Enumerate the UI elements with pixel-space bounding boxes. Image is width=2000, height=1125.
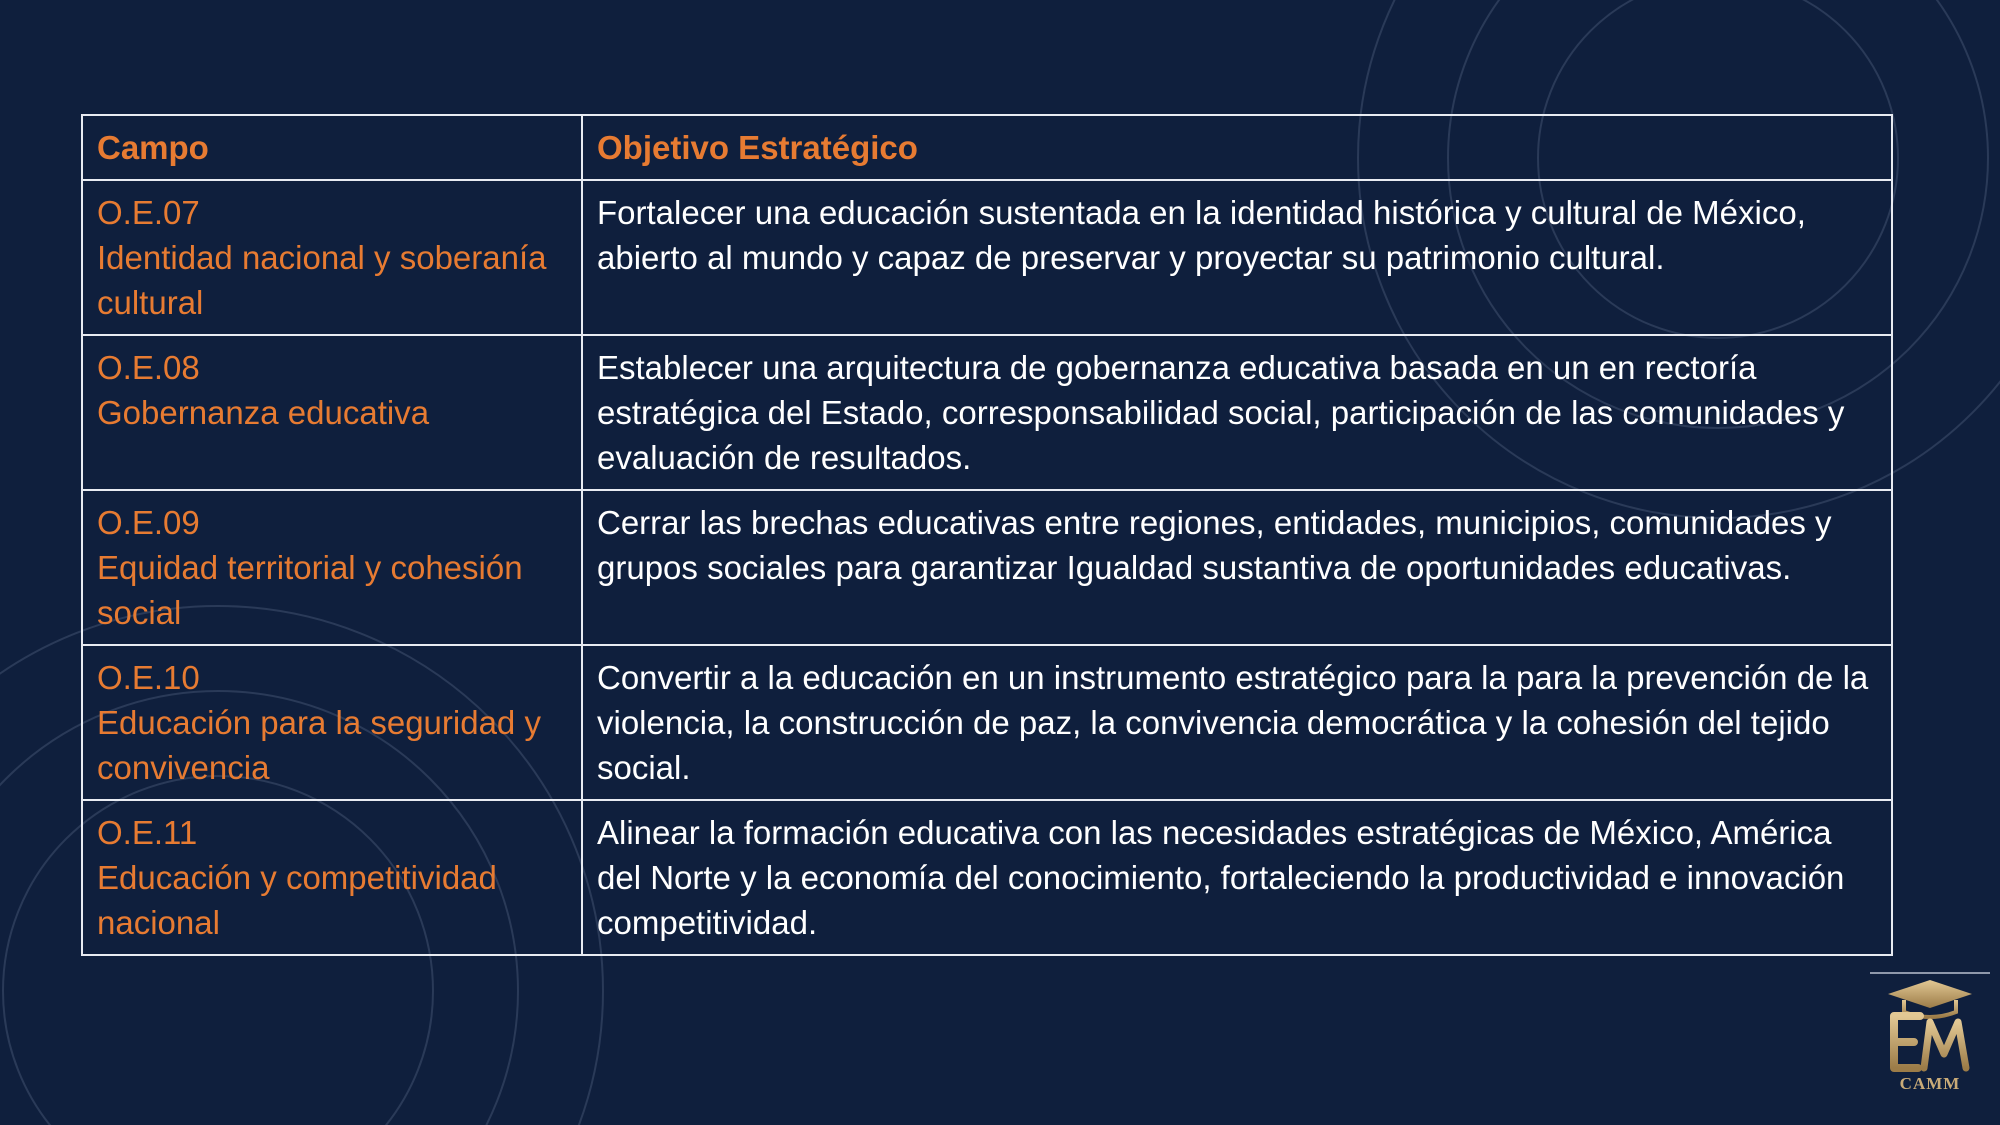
field-name: Identidad nacional y soberanía cultural [97,239,547,321]
objective-text: Convertir a la educación en un instrumento estratégico para la para la prevención de la violencia, la construcción de paz, la convivencia democrática y la cohesión del tejido social. [582,645,1892,800]
table-row [82,645,1892,800]
header-objetivo: Objetivo Estratégico [582,115,1892,180]
objective-code: O.E.07 [97,194,200,231]
objective-text: Cerrar las brechas educativas entre regiones, entidades, municipios, comunidades y grupos sociales para garantizar Igualdad sustantiva de oportunidades educativas. [582,490,1892,645]
field-name: Equidad territorial y cohesión social [97,549,523,631]
table-row [82,490,1892,645]
objective-code: O.E.09 [97,504,200,541]
header-campo: Campo [82,115,582,180]
objective-text: Alinear la formación educativa con las necesidades estratégicas de México, América del Norte y la economía del conocimiento, fortaleciendo la productividad e innovación competitividad. [582,800,1892,955]
table-row [82,180,1892,335]
campo-cell [82,490,582,645]
logo-caption: CAMM [1899,1074,1961,1093]
field-name: Gobernanza educativa [97,394,430,431]
table-row [82,335,1892,490]
campo-cell [82,645,582,800]
objective-code: O.E.08 [97,349,200,386]
table-row [82,800,1892,955]
objective-code: O.E.10 [97,659,200,696]
strategic-objectives-table [81,114,1893,956]
table-header-row [82,115,1892,180]
field-name: Educación para la seguridad y convivencia [97,704,541,786]
objective-code: O.E.11 [97,814,198,851]
field-name: Educación y competitividad nacional [97,859,497,941]
objective-text: Fortalecer una educación sustentada en la identidad histórica y cultural de México, abierto al mundo y capaz de preservar y proyectar su patrimonio cultural. [582,180,1892,335]
campo-cell [82,335,582,490]
objective-text: Establecer una arquitectura de gobernanza educativa basada en un en rectoría estratégica del Estado, corresponsabilidad social, participación de las comunidades y evaluación de resultados. [582,335,1892,490]
campo-cell [82,800,582,955]
campo-cell [82,180,582,335]
